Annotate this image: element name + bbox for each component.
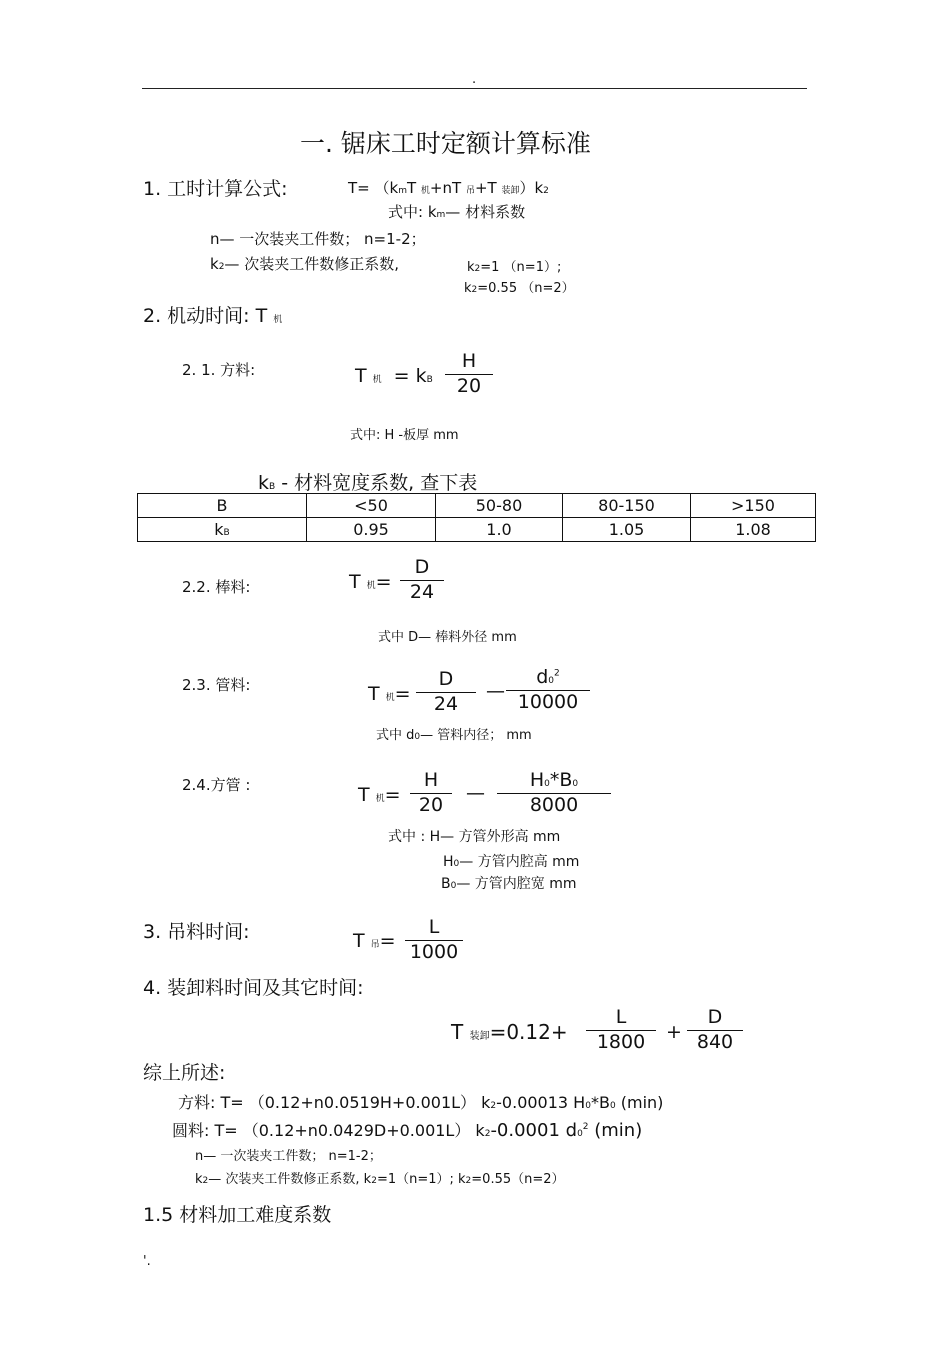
p23-lhs: T 机= [368, 683, 411, 705]
p24-minus: — [466, 782, 485, 804]
section1-note-n: n— 一次装夹工件数； n=1-2； [210, 230, 426, 248]
p24-label: 2.4.方管 : [182, 776, 251, 794]
table-cell: kB [138, 518, 307, 542]
s4-fraction-1: L 1800 [586, 1008, 656, 1052]
section1-note-k2: k2— 次装夹工件数修正系数, [210, 255, 399, 273]
table-cell: 1.08 [691, 518, 816, 542]
p24-note-b0: B0— 方管内腔宽 mm [441, 876, 577, 892]
section4-heading: 4. 装卸料时间及其它时间: [143, 977, 364, 999]
p23-label: 2.3. 管料: [182, 676, 251, 694]
kb-table [137, 493, 816, 542]
table-row [138, 518, 816, 542]
p22-lhs: T 机= [349, 571, 392, 593]
p24-fraction-2: H0*B0 8000 [497, 771, 611, 815]
summary-heading: 综上所述: [143, 1062, 226, 1084]
section2-heading: 2. 机动时间: T 机 [143, 305, 283, 327]
p23-fraction-1: D 24 [416, 670, 476, 714]
p22-fraction: D 24 [400, 558, 444, 602]
p21-label: 2. 1. 方料: [182, 361, 256, 379]
table-cell: 80-150 [563, 494, 691, 518]
p24-note-h: 式中 : H— 方管外形高 mm [388, 829, 561, 845]
p24-fraction-1: H 20 [410, 771, 452, 815]
table-cell: 50-80 [436, 494, 563, 518]
p23-note: 式中 d0— 管料内径； mm [376, 728, 532, 743]
table-cell: <50 [307, 494, 436, 518]
table-cell: B [138, 494, 307, 518]
s3-lhs: T 吊= [353, 930, 396, 952]
footer-dot: '. [143, 1254, 151, 1269]
section1-k2-n2: k2=0.55 （n=2） [464, 281, 575, 296]
p23-fraction-2: $d0^2$ 10000 [506, 668, 590, 712]
table-row [138, 494, 816, 518]
kb-caption: kB - 材料宽度系数, 查下表 [258, 472, 478, 494]
p21-lhs: T 机 = kB [355, 365, 433, 387]
table-cell: 0.95 [307, 518, 436, 542]
p23-minus: — [486, 680, 505, 702]
summary-k-note: k2— 次装夹工件数修正系数, k2=1（n=1）; k2=0.55（n=2） [195, 1172, 565, 1187]
summary-fangliao: 方料: T= （0.12+n0.0519H+0.001L） k2-0.00013 H0*B0 (min) [178, 1093, 664, 1112]
s4-plus: + [666, 1021, 682, 1043]
section1-note-km: 式中: km— 材料系数 [388, 203, 526, 221]
p21-note: 式中: H -板厚 mm [350, 428, 459, 443]
section1-heading: 1. 工时计算公式: [143, 178, 288, 200]
p24-lhs: T 机= [358, 784, 401, 806]
s4-lhs: T 装卸=0.12+ [451, 1020, 568, 1044]
table-cell: >150 [691, 494, 816, 518]
page-title: 一. 锯床工时定额计算标准 [300, 129, 591, 158]
p22-label: 2.2. 棒料: [182, 578, 251, 596]
section15-heading: 1.5 材料加工难度系数 [143, 1204, 332, 1226]
table-cell: 1.0 [436, 518, 563, 542]
header-dot: . [472, 72, 477, 87]
section3-heading: 3. 吊料时间: [143, 921, 250, 943]
summary-yuanliao: 圆料: T= （0.12+n0.0429D+0.001L） k2-0.0001 $d0^2$ (min) [172, 1120, 643, 1141]
summary-n-note: n— 一次装夹工件数； n=1-2； [195, 1149, 382, 1164]
s4-fraction-2: D 840 [687, 1008, 743, 1052]
header-rule [142, 88, 807, 89]
p24-note-h0: H0— 方管内腔高 mm [443, 854, 580, 870]
s3-fraction: L 1000 [405, 918, 463, 962]
section1-formula: T= （kmT 机+nT 吊+T 装卸）k2 [348, 179, 549, 197]
section1-k2-n1: k2=1 （n=1）; [467, 260, 562, 275]
p22-note: 式中 D— 棒料外径 mm [378, 630, 517, 645]
table-cell: 1.05 [563, 518, 691, 542]
p21-fraction: H 20 [445, 352, 493, 396]
